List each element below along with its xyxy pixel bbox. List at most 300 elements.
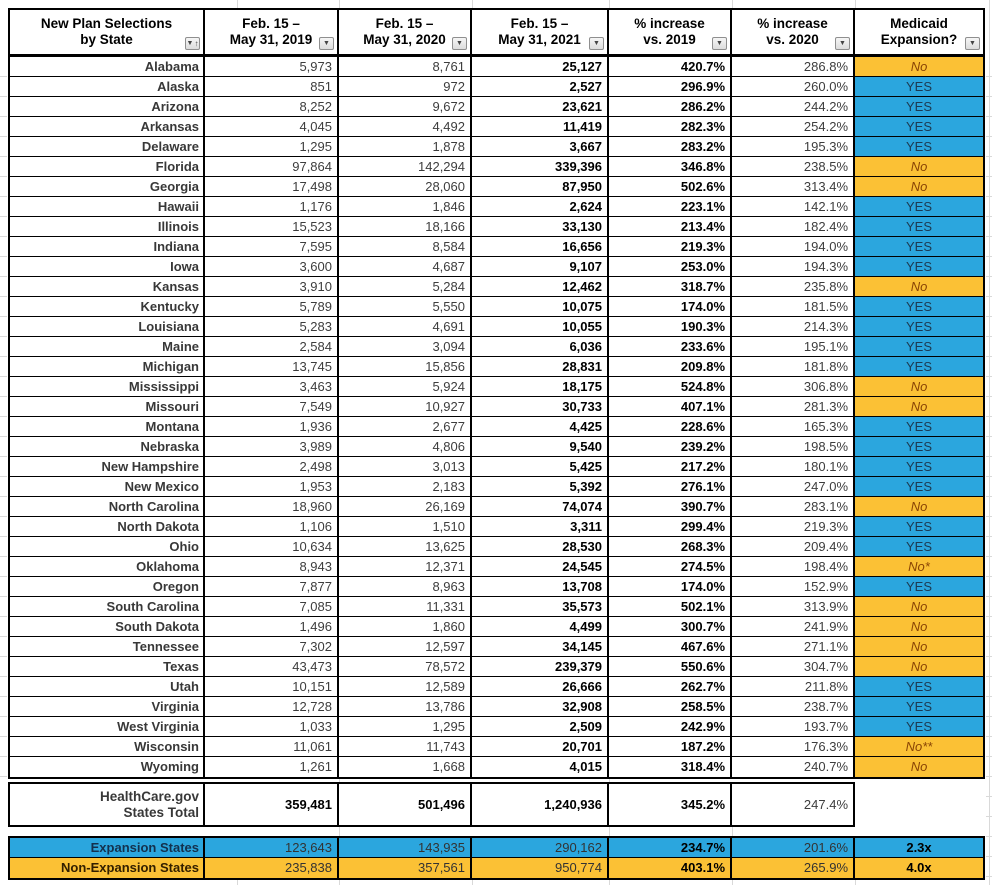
pct-increase-vs-2020[interactable]: 313.4%: [732, 177, 855, 196]
value-2020[interactable]: 18,166: [339, 217, 472, 236]
gridline: [609, 880, 610, 885]
total-2020[interactable]: 501,496: [339, 784, 472, 825]
value-2021[interactable]: 30,733: [472, 397, 609, 416]
pct-increase-vs-2020[interactable]: 194.3%: [732, 257, 855, 276]
value-2019[interactable]: 18,960: [205, 497, 339, 516]
value-2020[interactable]: 1,846: [339, 197, 472, 216]
medicaid-expansion-cell[interactable]: YES: [855, 357, 983, 376]
state-name[interactable]: North Dakota: [10, 517, 205, 536]
summary-pct-2019[interactable]: 403.1%: [609, 858, 732, 878]
pct-increase-vs-2020[interactable]: 209.4%: [732, 537, 855, 556]
value-2019[interactable]: 1,106: [205, 517, 339, 536]
col-header-medicaid[interactable]: [855, 10, 983, 54]
pct-increase-vs-2019[interactable]: 407.1%: [609, 397, 732, 416]
pct-increase-vs-2019[interactable]: 276.1%: [609, 477, 732, 496]
pct-increase-vs-2020[interactable]: 238.5%: [732, 157, 855, 176]
summary-2020[interactable]: 143,935: [339, 838, 472, 857]
value-2021[interactable]: 4,425: [472, 417, 609, 436]
value-2019[interactable]: 3,463: [205, 377, 339, 396]
header-line2: May 31, 2021: [498, 32, 581, 47]
value-2021[interactable]: 5,392: [472, 477, 609, 496]
state-name[interactable]: Delaware: [10, 137, 205, 156]
pct-increase-vs-2019[interactable]: 300.7%: [609, 617, 732, 636]
filter-dropdown-icon[interactable]: [452, 37, 467, 50]
medicaid-expansion-cell[interactable]: No**: [855, 737, 983, 756]
pct-increase-vs-2020[interactable]: 211.8%: [732, 677, 855, 696]
pct-increase-vs-2020[interactable]: 176.3%: [732, 737, 855, 756]
value-2019[interactable]: 3,989: [205, 437, 339, 456]
value-2020[interactable]: 15,856: [339, 357, 472, 376]
pct-increase-vs-2019[interactable]: 187.2%: [609, 737, 732, 756]
value-2020[interactable]: 1,878: [339, 137, 472, 156]
pct-increase-vs-2019[interactable]: 219.3%: [609, 237, 732, 256]
pct-increase-vs-2019[interactable]: 228.6%: [609, 417, 732, 436]
filter-dropdown-icon[interactable]: [712, 37, 727, 50]
value-2020[interactable]: 4,492: [339, 117, 472, 136]
summary-label[interactable]: Expansion States: [10, 838, 205, 857]
value-2020[interactable]: 1,860: [339, 617, 472, 636]
medicaid-expansion-cell[interactable]: No: [855, 617, 983, 636]
header-line1: New Plan Selections: [40, 16, 173, 31]
pct-increase-vs-2019[interactable]: 296.9%: [609, 77, 732, 96]
pct-increase-vs-2020[interactable]: 254.2%: [732, 117, 855, 136]
value-2019[interactable]: 1,261: [205, 757, 339, 777]
pct-increase-vs-2020[interactable]: 260.0%: [732, 77, 855, 96]
value-2021[interactable]: 28,530: [472, 537, 609, 556]
value-2021[interactable]: 32,908: [472, 697, 609, 716]
summary-pct-2020[interactable]: 265.9%: [732, 858, 855, 878]
value-2021[interactable]: 3,311: [472, 517, 609, 536]
state-name[interactable]: Tennessee: [10, 637, 205, 656]
filter-dropdown-icon[interactable]: [319, 37, 334, 50]
medicaid-expansion-cell[interactable]: YES: [855, 97, 983, 116]
value-2019[interactable]: 13,745: [205, 357, 339, 376]
summary-2019[interactable]: 123,643: [205, 838, 339, 857]
pct-increase-vs-2020[interactable]: 281.3%: [732, 397, 855, 416]
value-2021[interactable]: 4,015: [472, 757, 609, 777]
value-2019[interactable]: 8,943: [205, 557, 339, 576]
pct-increase-vs-2019[interactable]: 242.9%: [609, 717, 732, 736]
value-2019[interactable]: 17,498: [205, 177, 339, 196]
pct-increase-vs-2019[interactable]: 174.0%: [609, 577, 732, 596]
state-name[interactable]: Arizona: [10, 97, 205, 116]
pct-increase-vs-2019[interactable]: 318.7%: [609, 277, 732, 296]
pct-increase-vs-2020[interactable]: 165.3%: [732, 417, 855, 436]
pct-increase-vs-2020[interactable]: 304.7%: [732, 657, 855, 676]
pct-increase-vs-2019[interactable]: 268.3%: [609, 537, 732, 556]
value-2020[interactable]: 5,284: [339, 277, 472, 296]
filter-dropdown-icon[interactable]: [965, 37, 980, 50]
pct-increase-vs-2019[interactable]: 420.7%: [609, 57, 732, 76]
pct-increase-vs-2019[interactable]: 217.2%: [609, 457, 732, 476]
value-2020[interactable]: 5,550: [339, 297, 472, 316]
medicaid-expansion-cell[interactable]: No: [855, 177, 983, 196]
pct-increase-vs-2020[interactable]: 152.9%: [732, 577, 855, 596]
value-2021[interactable]: 28,831: [472, 357, 609, 376]
value-2020[interactable]: 13,625: [339, 537, 472, 556]
state-name[interactable]: Kansas: [10, 277, 205, 296]
value-2020[interactable]: 3,094: [339, 337, 472, 356]
pct-increase-vs-2020[interactable]: 286.8%: [732, 57, 855, 76]
summary-label[interactable]: Non-Expansion States: [10, 858, 205, 878]
value-2021[interactable]: 23,621: [472, 97, 609, 116]
pct-increase-vs-2019[interactable]: 286.2%: [609, 97, 732, 116]
col-header-pct-2020[interactable]: [732, 10, 855, 54]
medicaid-expansion-cell[interactable]: YES: [855, 417, 983, 436]
value-2019[interactable]: 5,283: [205, 317, 339, 336]
medicaid-expansion-cell[interactable]: YES: [855, 337, 983, 356]
state-name[interactable]: Illinois: [10, 217, 205, 236]
pct-increase-vs-2019[interactable]: 283.2%: [609, 137, 732, 156]
medicaid-expansion-cell[interactable]: No*: [855, 557, 983, 576]
medicaid-expansion-cell[interactable]: YES: [855, 517, 983, 536]
pct-increase-vs-2020[interactable]: 214.3%: [732, 317, 855, 336]
pct-increase-vs-2020[interactable]: 244.2%: [732, 97, 855, 116]
value-2019[interactable]: 3,910: [205, 277, 339, 296]
state-name[interactable]: Wisconsin: [10, 737, 205, 756]
state-name[interactable]: Arkansas: [10, 117, 205, 136]
value-2020[interactable]: 8,584: [339, 237, 472, 256]
pct-increase-vs-2020[interactable]: 241.9%: [732, 617, 855, 636]
medicaid-expansion-cell[interactable]: YES: [855, 457, 983, 476]
state-name[interactable]: Kentucky: [10, 297, 205, 316]
pct-increase-vs-2019[interactable]: 550.6%: [609, 657, 732, 676]
medicaid-expansion-cell[interactable]: YES: [855, 317, 983, 336]
value-2020[interactable]: 11,743: [339, 737, 472, 756]
value-2020[interactable]: 10,927: [339, 397, 472, 416]
summary-multiplier[interactable]: 4.0x: [855, 858, 983, 878]
value-2021[interactable]: 13,708: [472, 577, 609, 596]
value-2019[interactable]: 7,877: [205, 577, 339, 596]
gridline: [732, 880, 733, 885]
medicaid-expansion-cell[interactable]: No: [855, 497, 983, 516]
state-row-montana: [10, 417, 983, 437]
pct-increase-vs-2019[interactable]: 282.3%: [609, 117, 732, 136]
value-2019[interactable]: 1,033: [205, 717, 339, 736]
state-name[interactable]: Indiana: [10, 237, 205, 256]
value-2021[interactable]: 339,396: [472, 157, 609, 176]
pct-increase-vs-2020[interactable]: 283.1%: [732, 497, 855, 516]
medicaid-expansion-cell[interactable]: YES: [855, 257, 983, 276]
value-2019[interactable]: 12,728: [205, 697, 339, 716]
value-2020[interactable]: 78,572: [339, 657, 472, 676]
state-row-south-dakota: [10, 617, 983, 637]
state-name[interactable]: West Virginia: [10, 717, 205, 736]
medicaid-expansion-cell[interactable]: YES: [855, 697, 983, 716]
pct-increase-vs-2020[interactable]: 235.8%: [732, 277, 855, 296]
medicaid-expansion-cell[interactable]: No: [855, 657, 983, 676]
pct-increase-vs-2020[interactable]: 247.0%: [732, 477, 855, 496]
value-2019[interactable]: 5,973: [205, 57, 339, 76]
total-pct-2020[interactable]: 247.4%: [803, 797, 848, 812]
value-2021[interactable]: 9,107: [472, 257, 609, 276]
value-2020[interactable]: 12,371: [339, 557, 472, 576]
state-row-oklahoma: [10, 557, 983, 577]
pct-increase-vs-2020[interactable]: 193.7%: [732, 717, 855, 736]
state-name[interactable]: Montana: [10, 417, 205, 436]
pct-increase-vs-2020[interactable]: 198.4%: [732, 557, 855, 576]
value-2020[interactable]: 13,786: [339, 697, 472, 716]
medicaid-expansion-cell[interactable]: No: [855, 377, 983, 396]
col-header-2019[interactable]: [205, 10, 339, 54]
value-2019[interactable]: 7,302: [205, 637, 339, 656]
value-2020[interactable]: 4,687: [339, 257, 472, 276]
value-2020[interactable]: 4,691: [339, 317, 472, 336]
summary-pct-2019[interactable]: 234.7%: [609, 838, 732, 857]
value-2019[interactable]: 10,151: [205, 677, 339, 696]
pct-increase-vs-2019[interactable]: 253.0%: [609, 257, 732, 276]
pct-increase-vs-2019[interactable]: 258.5%: [609, 697, 732, 716]
state-name[interactable]: Florida: [10, 157, 205, 176]
medicaid-expansion-cell[interactable]: YES: [855, 297, 983, 316]
value-2021[interactable]: 2,624: [472, 197, 609, 216]
value-2021[interactable]: 3,667: [472, 137, 609, 156]
pct-increase-vs-2019[interactable]: 213.4%: [609, 217, 732, 236]
col-header-2021[interactable]: [472, 10, 609, 54]
pct-increase-vs-2020[interactable]: 238.7%: [732, 697, 855, 716]
value-2019[interactable]: 1,295: [205, 137, 339, 156]
pct-increase-vs-2020[interactable]: 306.8%: [732, 377, 855, 396]
state-row-north-carolina: [10, 497, 983, 517]
medicaid-expansion-cell[interactable]: No: [855, 277, 983, 296]
summary-multiplier[interactable]: 2.3x: [855, 838, 983, 857]
value-2021[interactable]: 5,425: [472, 457, 609, 476]
pct-increase-vs-2020[interactable]: 194.0%: [732, 237, 855, 256]
state-name[interactable]: North Carolina: [10, 497, 205, 516]
state-name[interactable]: Iowa: [10, 257, 205, 276]
medicaid-expansion-cell[interactable]: YES: [855, 717, 983, 736]
pct-increase-vs-2019[interactable]: 274.5%: [609, 557, 732, 576]
pct-increase-vs-2020[interactable]: 195.1%: [732, 337, 855, 356]
medicaid-expansion-cell[interactable]: No: [855, 597, 983, 616]
state-name[interactable]: Texas: [10, 657, 205, 676]
state-name[interactable]: Ohio: [10, 537, 205, 556]
value-2021[interactable]: 9,540: [472, 437, 609, 456]
pct-increase-vs-2019[interactable]: 174.0%: [609, 297, 732, 316]
state-name[interactable]: Oregon: [10, 577, 205, 596]
value-2021[interactable]: 18,175: [472, 377, 609, 396]
pct-increase-vs-2020[interactable]: 198.5%: [732, 437, 855, 456]
state-name[interactable]: Nebraska: [10, 437, 205, 456]
value-2021[interactable]: 4,499: [472, 617, 609, 636]
value-2021[interactable]: 2,509: [472, 717, 609, 736]
value-2021[interactable]: 35,573: [472, 597, 609, 616]
value-2021[interactable]: 24,545: [472, 557, 609, 576]
value-2019[interactable]: 97,864: [205, 157, 339, 176]
total-label-line2: States Total: [123, 804, 199, 820]
value-2019[interactable]: 1,176: [205, 197, 339, 216]
filter-dropdown-icon[interactable]: [835, 37, 850, 50]
total-2021[interactable]: 1,240,936: [472, 784, 609, 825]
value-2021[interactable]: 2,527: [472, 77, 609, 96]
medicaid-expansion-cell[interactable]: No: [855, 757, 983, 777]
value-2020[interactable]: 5,924: [339, 377, 472, 396]
state-name[interactable]: Hawaii: [10, 197, 205, 216]
summary-2021[interactable]: 290,162: [472, 838, 609, 857]
value-2020[interactable]: 12,597: [339, 637, 472, 656]
pct-increase-vs-2019[interactable]: 318.4%: [609, 757, 732, 777]
value-2020[interactable]: 4,806: [339, 437, 472, 456]
medicaid-expansion-cell[interactable]: YES: [855, 537, 983, 556]
value-2020[interactable]: 8,963: [339, 577, 472, 596]
col-header-2020[interactable]: [339, 10, 472, 54]
total-2019[interactable]: 359,481: [205, 784, 339, 825]
pct-increase-vs-2020[interactable]: 219.3%: [732, 517, 855, 536]
medicaid-expansion-cell[interactable]: YES: [855, 477, 983, 496]
pct-increase-vs-2019[interactable]: 502.6%: [609, 177, 732, 196]
value-2021[interactable]: 12,462: [472, 277, 609, 296]
summary-pct-2020[interactable]: 201.6%: [732, 838, 855, 857]
medicaid-expansion-cell[interactable]: No: [855, 157, 983, 176]
value-2019[interactable]: 1,496: [205, 617, 339, 636]
state-name[interactable]: New Mexico: [10, 477, 205, 496]
value-2019[interactable]: 1,936: [205, 417, 339, 436]
pct-increase-vs-2020[interactable]: 195.3%: [732, 137, 855, 156]
pct-increase-vs-2019[interactable]: 209.8%: [609, 357, 732, 376]
value-2020[interactable]: 142,294: [339, 157, 472, 176]
value-2019[interactable]: 3,600: [205, 257, 339, 276]
total-label-cell[interactable]: [10, 784, 205, 825]
value-2020[interactable]: 1,510: [339, 517, 472, 536]
value-2020[interactable]: 2,677: [339, 417, 472, 436]
summary-2020[interactable]: 357,561: [339, 858, 472, 878]
value-2021[interactable]: 10,075: [472, 297, 609, 316]
state-name[interactable]: South Dakota: [10, 617, 205, 636]
state-name[interactable]: New Hampshire: [10, 457, 205, 476]
value-2021[interactable]: 33,130: [472, 217, 609, 236]
sort-asc-filter-icon[interactable]: [185, 37, 200, 50]
value-2019[interactable]: 11,061: [205, 737, 339, 756]
pct-increase-vs-2019[interactable]: 299.4%: [609, 517, 732, 536]
summary-2019[interactable]: 235,838: [205, 858, 339, 878]
state-name[interactable]: Missouri: [10, 397, 205, 416]
value-2019[interactable]: 2,584: [205, 337, 339, 356]
pct-increase-vs-2019[interactable]: 239.2%: [609, 437, 732, 456]
value-2019[interactable]: 5,789: [205, 297, 339, 316]
value-2021[interactable]: 6,036: [472, 337, 609, 356]
value-2020[interactable]: 11,331: [339, 597, 472, 616]
pct-increase-vs-2020[interactable]: 181.8%: [732, 357, 855, 376]
value-2020[interactable]: 26,169: [339, 497, 472, 516]
value-2021[interactable]: 11,419: [472, 117, 609, 136]
filter-dropdown-icon[interactable]: [589, 37, 604, 50]
medicaid-expansion-cell[interactable]: No: [855, 57, 983, 76]
pct-increase-vs-2020[interactable]: 142.1%: [732, 197, 855, 216]
pct-increase-vs-2019[interactable]: 502.1%: [609, 597, 732, 616]
value-2019[interactable]: 7,085: [205, 597, 339, 616]
value-2020[interactable]: 1,295: [339, 717, 472, 736]
gridline: [732, 827, 733, 836]
medicaid-expansion-cell[interactable]: No: [855, 397, 983, 416]
value-2019[interactable]: 7,549: [205, 397, 339, 416]
state-name[interactable]: Wyoming: [10, 757, 205, 777]
value-2021[interactable]: 26,666: [472, 677, 609, 696]
medicaid-expansion-cell[interactable]: No: [855, 637, 983, 656]
pct-increase-vs-2020[interactable]: 313.9%: [732, 597, 855, 616]
state-name[interactable]: Maine: [10, 337, 205, 356]
value-2020[interactable]: 1,668: [339, 757, 472, 777]
state-row-missouri: [10, 397, 983, 417]
value-2020[interactable]: 8,761: [339, 57, 472, 76]
state-name[interactable]: Louisiana: [10, 317, 205, 336]
gridline: [609, 827, 610, 836]
value-2020[interactable]: 9,672: [339, 97, 472, 116]
value-2021[interactable]: 239,379: [472, 657, 609, 676]
pct-increase-vs-2019[interactable]: 524.8%: [609, 377, 732, 396]
state-name[interactable]: Mississippi: [10, 377, 205, 396]
pct-increase-vs-2019[interactable]: 223.1%: [609, 197, 732, 216]
value-2020[interactable]: 972: [339, 77, 472, 96]
state-name[interactable]: Alaska: [10, 77, 205, 96]
medicaid-expansion-cell[interactable]: YES: [855, 437, 983, 456]
medicaid-expansion-cell[interactable]: YES: [855, 677, 983, 696]
value-2019[interactable]: 851: [205, 77, 339, 96]
value-2019[interactable]: 15,523: [205, 217, 339, 236]
medicaid-expansion-cell[interactable]: YES: [855, 577, 983, 596]
value-2019[interactable]: 43,473: [205, 657, 339, 676]
value-2020[interactable]: 12,589: [339, 677, 472, 696]
value-2021[interactable]: 25,127: [472, 57, 609, 76]
total-pct-2019[interactable]: 345.2%: [609, 784, 732, 825]
value-2020[interactable]: 2,183: [339, 477, 472, 496]
pct-increase-vs-2019[interactable]: 262.7%: [609, 677, 732, 696]
medicaid-expansion-cell[interactable]: YES: [855, 197, 983, 216]
state-name[interactable]: Michigan: [10, 357, 205, 376]
state-row-wyoming: [10, 757, 983, 777]
value-2021[interactable]: 10,055: [472, 317, 609, 336]
header-line2: May 31, 2020: [363, 32, 446, 47]
value-2021[interactable]: 74,074: [472, 497, 609, 516]
medicaid-expansion-cell[interactable]: YES: [855, 237, 983, 256]
pct-increase-vs-2020[interactable]: 182.4%: [732, 217, 855, 236]
pct-increase-vs-2020[interactable]: 240.7%: [732, 757, 855, 777]
value-2021[interactable]: 34,145: [472, 637, 609, 656]
value-2020[interactable]: 3,013: [339, 457, 472, 476]
value-2019[interactable]: 4,045: [205, 117, 339, 136]
state-name[interactable]: Utah: [10, 677, 205, 696]
state-name[interactable]: South Carolina: [10, 597, 205, 616]
medicaid-expansion-cell[interactable]: YES: [855, 217, 983, 236]
value-2019[interactable]: 1,953: [205, 477, 339, 496]
medicaid-expansion-cell[interactable]: YES: [855, 137, 983, 156]
pct-increase-vs-2019[interactable]: 467.6%: [609, 637, 732, 656]
state-name[interactable]: Georgia: [10, 177, 205, 196]
medicaid-expansion-cell[interactable]: YES: [855, 77, 983, 96]
state-name[interactable]: Alabama: [10, 57, 205, 76]
medicaid-expansion-cell[interactable]: YES: [855, 117, 983, 136]
value-2021[interactable]: 20,701: [472, 737, 609, 756]
pct-increase-vs-2020[interactable]: 181.5%: [732, 297, 855, 316]
pct-increase-vs-2019[interactable]: 190.3%: [609, 317, 732, 336]
col-header-pct-2019[interactable]: [609, 10, 732, 54]
value-2019[interactable]: 10,634: [205, 537, 339, 556]
col-header-state[interactable]: [10, 10, 205, 54]
value-2020[interactable]: 28,060: [339, 177, 472, 196]
summary-2021[interactable]: 950,774: [472, 858, 609, 878]
pct-increase-vs-2019[interactable]: 346.8%: [609, 157, 732, 176]
value-2021[interactable]: 87,950: [472, 177, 609, 196]
value-2019[interactable]: 7,595: [205, 237, 339, 256]
value-2019[interactable]: 8,252: [205, 97, 339, 116]
value-2019[interactable]: 2,498: [205, 457, 339, 476]
value-2021[interactable]: 16,656: [472, 237, 609, 256]
state-name[interactable]: Oklahoma: [10, 557, 205, 576]
state-name[interactable]: Virginia: [10, 697, 205, 716]
pct-increase-vs-2019[interactable]: 390.7%: [609, 497, 732, 516]
pct-increase-vs-2020[interactable]: 180.1%: [732, 457, 855, 476]
pct-increase-vs-2020[interactable]: 271.1%: [732, 637, 855, 656]
pct-increase-vs-2019[interactable]: 233.6%: [609, 337, 732, 356]
